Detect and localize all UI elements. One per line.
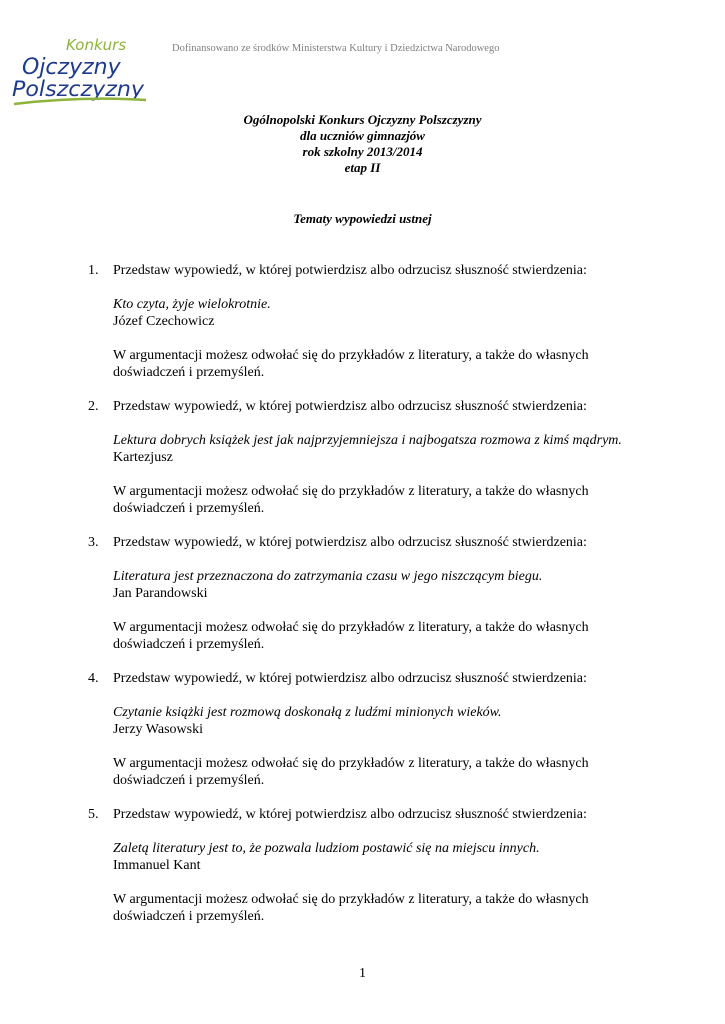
section-subtitle: Tematy wypowiedzi ustnej bbox=[293, 211, 432, 226]
funding-note: Dofinansowano ze środków Ministerstwa Kultury i Dziedzictwa Narodowego bbox=[172, 43, 500, 54]
topic-prompt: Przedstaw wypowiedź, w której potwierdzisz albo odrzucisz słuszność stwierdzenia: bbox=[113, 399, 587, 414]
topic-prompt: Przedstaw wypowiedź, w której potwierdzisz albo odrzucisz słuszność stwierdzenia: bbox=[113, 535, 587, 550]
topic-author: Józef Czechowicz bbox=[113, 314, 215, 329]
topic-argument-note: W argumentacji możesz odwołać się do przykładów z literatury, a także do własnych doświadczeń i przemyśleń. bbox=[113, 756, 589, 788]
logo-line-ojczyzny: Ojczyzny bbox=[22, 55, 121, 80]
topic-prompt: Przedstaw wypowiedź, w której potwierdzisz albo odrzucisz słuszność stwierdzenia: bbox=[113, 263, 587, 278]
topic-item bbox=[88, 806, 648, 925]
topic-quote: Czytanie książki jest rozmową doskonałą z ludźmi minionych wieków. bbox=[113, 705, 502, 720]
topic-item bbox=[88, 262, 648, 381]
topic-quote: Literatura jest przeznaczona do zatrzymania czasu w jego niszczącym biegu. bbox=[113, 569, 543, 584]
topic-list bbox=[88, 262, 648, 925]
title-line-1: Ogólnopolski Konkurs Ojczyzny Polszczyzny bbox=[243, 112, 482, 127]
topic-prompt: Przedstaw wypowiedź, w której potwierdzisz albo odrzucisz słuszność stwierdzenia: bbox=[113, 671, 587, 686]
topic-item bbox=[88, 670, 648, 789]
konkurs-logo bbox=[12, 34, 148, 108]
topic-item bbox=[88, 534, 648, 653]
document-title bbox=[0, 112, 725, 176]
topic-quote: Kto czyta, żyje wielokrotnie. bbox=[113, 297, 271, 312]
logo-line-konkurs: Konkurs bbox=[66, 36, 127, 54]
topic-argument-note: W argumentacji możesz odwołać się do przykładów z literatury, a także do własnych doświadczeń i przemyśleń. bbox=[113, 892, 589, 924]
topic-number: 3. bbox=[88, 535, 99, 550]
topic-argument-note: W argumentacji możesz odwołać się do przykładów z literatury, a także do własnych doświadczeń i przemyśleń. bbox=[113, 348, 589, 380]
topic-author: Jerzy Wasowski bbox=[113, 722, 203, 737]
logo-line-polszczyzny: Polszczyzny bbox=[12, 77, 145, 101]
page-number: 1 bbox=[359, 966, 366, 981]
title-line-2: dla uczniów gimnazjów bbox=[300, 128, 425, 143]
topic-number: 5. bbox=[88, 807, 99, 822]
topic-author: Jan Parandowski bbox=[113, 586, 208, 601]
topic-author: Kartezjusz bbox=[113, 450, 173, 465]
topic-number: 1. bbox=[88, 263, 99, 278]
topic-item bbox=[88, 398, 648, 517]
topic-argument-note: W argumentacji możesz odwołać się do przykładów z literatury, a także do własnych doświadczeń i przemyśleń. bbox=[113, 620, 589, 652]
topic-prompt: Przedstaw wypowiedź, w której potwierdzisz albo odrzucisz słuszność stwierdzenia: bbox=[113, 807, 587, 822]
title-line-4: etap II bbox=[344, 160, 381, 175]
topic-quote: Zaletą literatury jest to, że pozwala ludziom postawić się na miejscu innych. bbox=[113, 841, 540, 856]
topic-author: Immanuel Kant bbox=[113, 858, 201, 873]
topic-quote: Lektura dobrych książek jest jak najprzyjemniejsza i najbogatsza rozmowa z kimś mądrym. bbox=[113, 433, 622, 448]
topic-number: 4. bbox=[88, 671, 99, 686]
topic-number: 2. bbox=[88, 399, 99, 414]
topic-argument-note: W argumentacji możesz odwołać się do przykładów z literatury, a także do własnych doświadczeń i przemyśleń. bbox=[113, 484, 589, 516]
title-line-3: rok szkolny 2013/2014 bbox=[302, 144, 423, 159]
